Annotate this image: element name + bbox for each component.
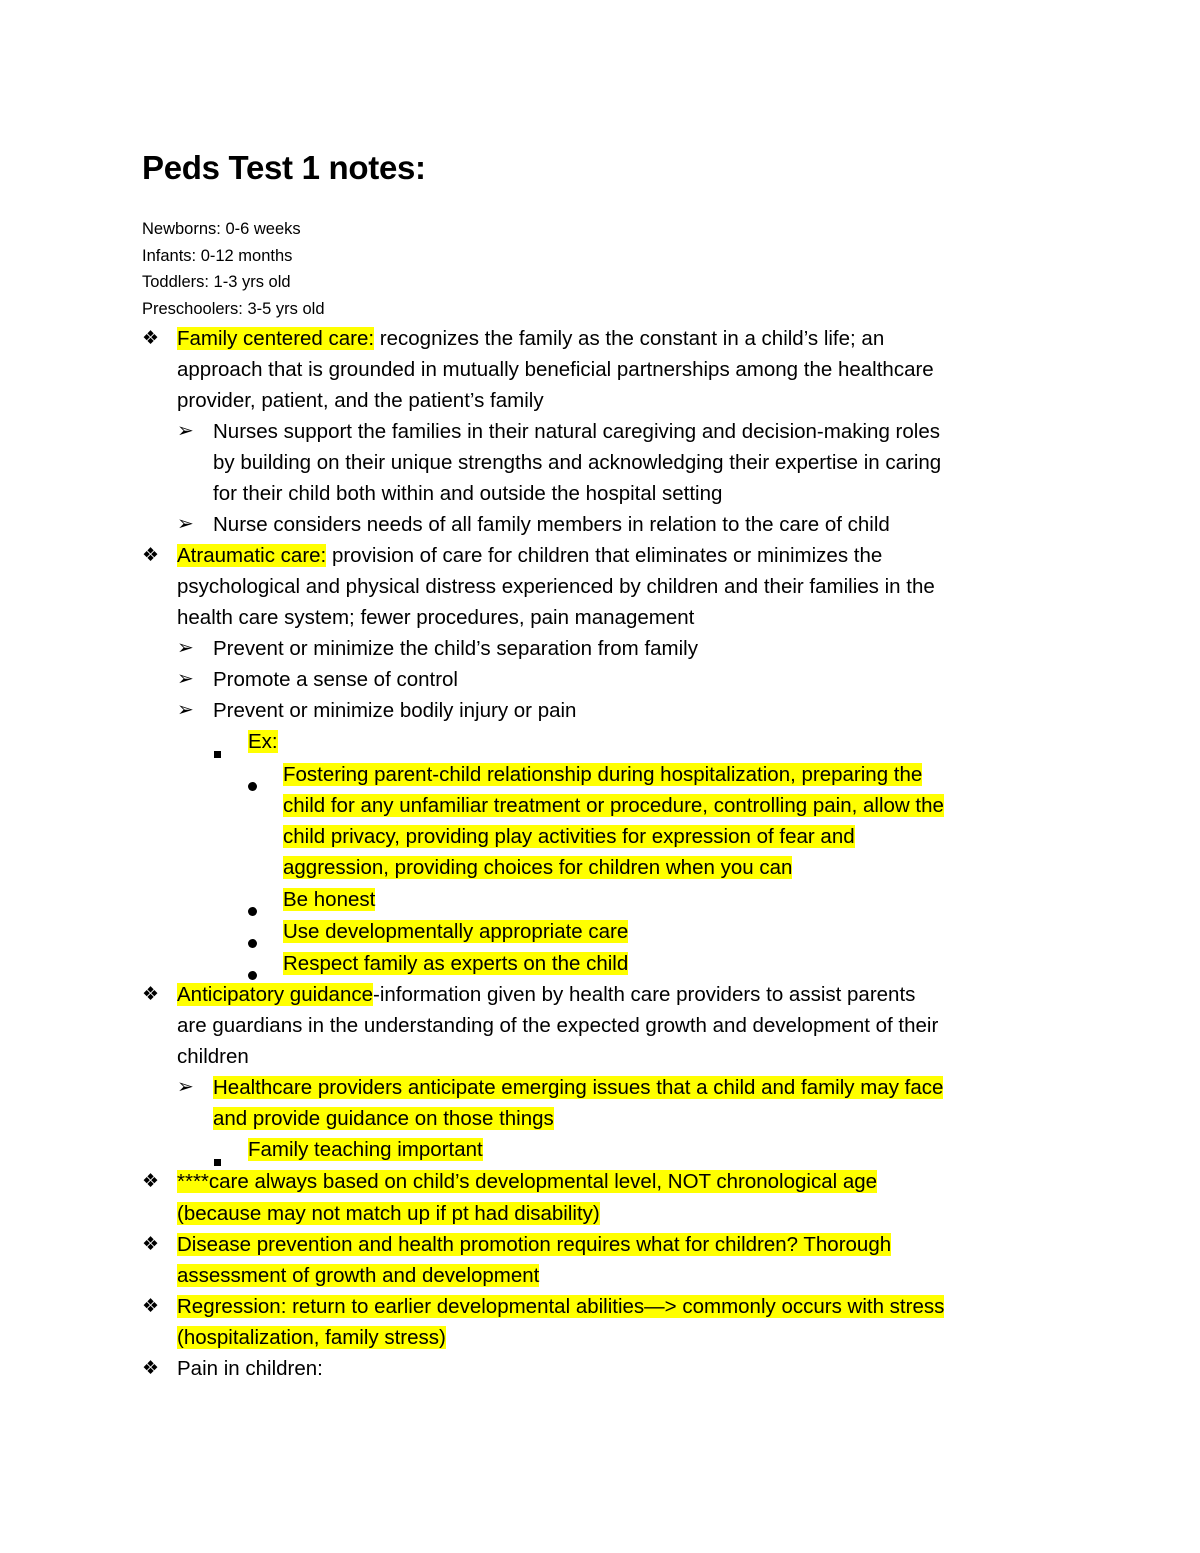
arrow-bullet-icon: ➢ [177,420,194,442]
regression-text: Regression: return to earlier developmental abilities—> commonly occurs with stress [177,1295,945,1318]
diamond-bullet-icon: ❖ [142,545,160,566]
age-range-list [142,216,325,322]
example-4 [283,948,628,979]
diamond-bullet-icon: ❖ [142,1358,160,1379]
age-range-toddlers: Toddlers: 1-3 yrs old [142,273,291,291]
example-1-line-1 [283,759,922,790]
developmental-text-2: (because may not match up if pt had disability) [177,1202,600,1225]
prevention-line-2 [177,1260,539,1291]
dot-bullet-icon [248,770,257,801]
family-centered-line-1 [142,323,885,354]
family-centered-sub1-line-3: for their child both within and outside the hospital setting [213,482,723,505]
family-centered-sub1-line-1 [177,416,940,447]
anticipatory-sub1a [248,1134,483,1165]
family-centered-sub2 [177,509,890,540]
diamond-bullet-icon: ❖ [142,1296,160,1317]
example-3 [283,916,628,947]
example-2-text: Be honest [283,888,376,911]
arrow-bullet-icon: ➢ [177,637,194,659]
age-range-newborns: Newborns: 0-6 weeks [142,220,301,238]
anticipatory-line-2: are guardians in the understanding of the expected growth and development of their [177,1014,939,1037]
atraumatic-sub2-text: Promote a sense of control [213,668,458,691]
age-range-preschoolers: Preschoolers: 3-5 yrs old [142,299,325,318]
square-bullet-icon [214,737,221,768]
diamond-bullet-icon: ❖ [142,328,160,349]
anticipatory-sub1a-text: Family teaching important [248,1138,483,1161]
diamond-bullet-icon: ❖ [142,1171,160,1192]
page-title: Peds Test 1 notes: [142,149,426,186]
pain-text: Pain in children: [177,1357,323,1380]
family-centered-sub1-line-2: by building on their unique strengths and acknowledging their expertise in caring [213,451,942,474]
example-1-text-4: aggression, providing choices for children when you can [283,856,793,879]
regression-line-2 [177,1322,446,1353]
prevention-text-2: assessment of growth and development [177,1264,540,1287]
example-label-row [248,726,278,757]
family-centered-line-3: provider, patient, and the patient’s family [177,389,544,412]
anticipatory-line-1 [142,979,916,1010]
example-label: Ex: [248,730,278,753]
pain-heading [142,1353,323,1384]
family-centered-def: recognizes the family as the constant in a child’s life; an [374,327,885,350]
anticipatory-sub1-line-1 [177,1072,944,1103]
developmental-line-1 [142,1166,878,1197]
atraumatic-sub3-text: Prevent or minimize bodily injury or pain [213,699,577,722]
arrow-bullet-icon: ➢ [177,1076,194,1098]
atraumatic-term: Atraumatic care: [177,544,327,567]
example-4-text: Respect family as experts on the child [283,952,629,975]
regression-line-1 [142,1291,945,1322]
developmental-line-2 [177,1198,600,1229]
atraumatic-sub1 [177,633,698,664]
atraumatic-line-3: health care system; fewer procedures, pain management [177,606,695,629]
arrow-bullet-icon: ➢ [177,699,194,721]
atraumatic-sub1-text: Prevent or minimize the child’s separation from family [213,637,698,660]
example-2 [283,884,375,915]
atraumatic-def: provision of care for children that eliminates or minimizes the [326,544,883,567]
atraumatic-line-1 [142,540,883,571]
example-1-text-2: child for any unfamiliar treatment or procedure, controlling pain, allow the [283,794,944,817]
example-1-line-3 [283,821,855,852]
example-1-line-4 [283,852,792,883]
anticipatory-term: Anticipatory guidance [177,983,374,1006]
family-centered-sub1-text: Nurses support the families in their natural caregiving and decision-making roles [213,420,940,443]
age-range-infants: Infants: 0-12 months [142,246,293,265]
diamond-bullet-icon: ❖ [142,984,160,1005]
anticipatory-sub1-text-2: and provide guidance on those things [213,1107,554,1130]
family-centered-term: Family centered care: [177,327,375,350]
family-centered-line-2: approach that is grounded in mutually beneficial partnerships among the healthcare [177,358,934,381]
family-centered-sub2-text: Nurse considers needs of all family members in relation to the care of child [213,513,890,536]
dot-bullet-icon [248,895,257,926]
regression-text-2: (hospitalization, family stress) [177,1326,446,1349]
example-3-text: Use developmentally appropriate care [283,920,629,943]
example-1-text: Fostering parent-child relationship during hospitalization, preparing the [283,763,923,786]
anticipatory-sub1-text: Healthcare providers anticipate emerging issues that a child and family may face [213,1076,944,1099]
arrow-bullet-icon: ➢ [177,513,194,535]
example-1-text-3: child privacy, providing play activities for expression of fear and [283,825,855,848]
prevention-line-1 [142,1229,892,1260]
anticipatory-def: -information given by health care providers to assist parents [373,983,916,1006]
developmental-text: ****care always based on child’s developmental level, NOT chronological age [177,1170,878,1193]
arrow-bullet-icon: ➢ [177,668,194,690]
anticipatory-sub1-line-2 [213,1103,554,1134]
diamond-bullet-icon: ❖ [142,1234,160,1255]
atraumatic-sub3 [177,695,577,726]
anticipatory-line-3: children [177,1045,249,1068]
example-1-line-2 [283,790,944,821]
atraumatic-sub2 [177,664,458,695]
atraumatic-line-2: psychological and physical distress experienced by children and their families in the [177,575,935,598]
dot-bullet-icon [248,927,257,958]
prevention-text: Disease prevention and health promotion requires what for children? Thorough [177,1233,892,1256]
